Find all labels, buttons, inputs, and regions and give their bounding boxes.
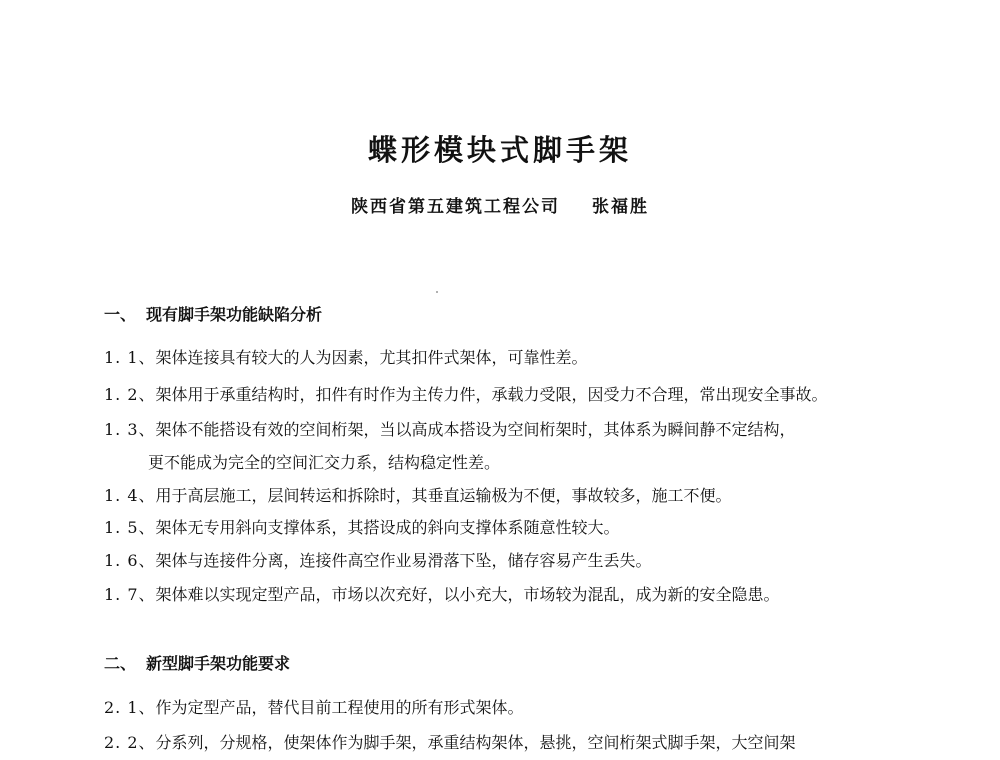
list-item <box>104 698 524 718</box>
item-number: 1. 7、 <box>104 585 156 604</box>
scan-speck <box>436 291 438 293</box>
item-number: 1. 4、 <box>104 486 156 505</box>
item-text: 架体连接具有较大的人为因素，尤其扣件式架体，可靠性差。 <box>155 348 588 367</box>
organization-name: 陕西省第五建筑工程公司 <box>351 197 560 217</box>
section-heading-text: 新型脚手架功能要求 <box>146 654 291 673</box>
section-number: 二、 <box>104 654 137 673</box>
list-item <box>104 420 796 440</box>
item-text: 架体无专用斜向支撑体系，其搭设成的斜向支撑体系随意性较大。 <box>155 518 620 537</box>
item-number: 1. 5、 <box>104 518 156 537</box>
item-number: 1. 3、 <box>104 420 156 439</box>
list-item <box>104 551 652 571</box>
list-item <box>104 348 588 368</box>
section-heading-2 <box>104 651 290 674</box>
section-heading-text: 现有脚手架功能缺陷分析 <box>146 305 323 324</box>
list-item <box>104 385 828 405</box>
list-item <box>104 585 780 605</box>
item-text: 架体难以实现定型产品，市场以次充好，以小充大，市场较为混乱，成为新的安全隐患。 <box>155 585 780 604</box>
item-number: 1. 2、 <box>104 385 156 404</box>
byline <box>0 192 1000 217</box>
item-number: 2. 2、 <box>104 733 156 752</box>
item-text: 用于高层施工，层间转运和拆除时，其垂直运输极为不便，事故较多，施工不便。 <box>155 486 732 505</box>
item-text: 架体不能搭设有效的空间桁架，当以高成本搭设为空间桁架时，其体系为瞬间静不定结构， <box>155 420 796 439</box>
item-text: 架体与连接件分离，连接件高空作业易滑落下坠，储存容易产生丢失。 <box>155 551 652 570</box>
item-number: 1. 6、 <box>104 551 156 570</box>
item-continuation: 更不能成为完全的空间汇交力系，结构稳定性差。 <box>148 453 501 472</box>
item-number: 1. 1、 <box>104 348 156 367</box>
list-item <box>104 518 620 538</box>
list-item <box>104 486 732 506</box>
list-item <box>104 733 796 753</box>
section-heading-1 <box>104 302 322 325</box>
item-number: 2. 1、 <box>104 698 156 717</box>
item-text: 分系列，分规格，使架体作为脚手架，承重结构架体，悬挑，空间桁架式脚手架，大空间架 <box>155 733 796 752</box>
item-text: 架体用于承重结构时，扣件有时作为主传力件，承载力受限，因受力不合理，常出现安全事故。 <box>155 385 828 404</box>
document-title: 蝶形模块式脚手架 <box>367 133 632 167</box>
author-name: 张福胜 <box>592 197 649 217</box>
item-text: 作为定型产品，替代目前工程使用的所有形式架体。 <box>155 698 524 717</box>
section-number: 一、 <box>104 305 137 324</box>
